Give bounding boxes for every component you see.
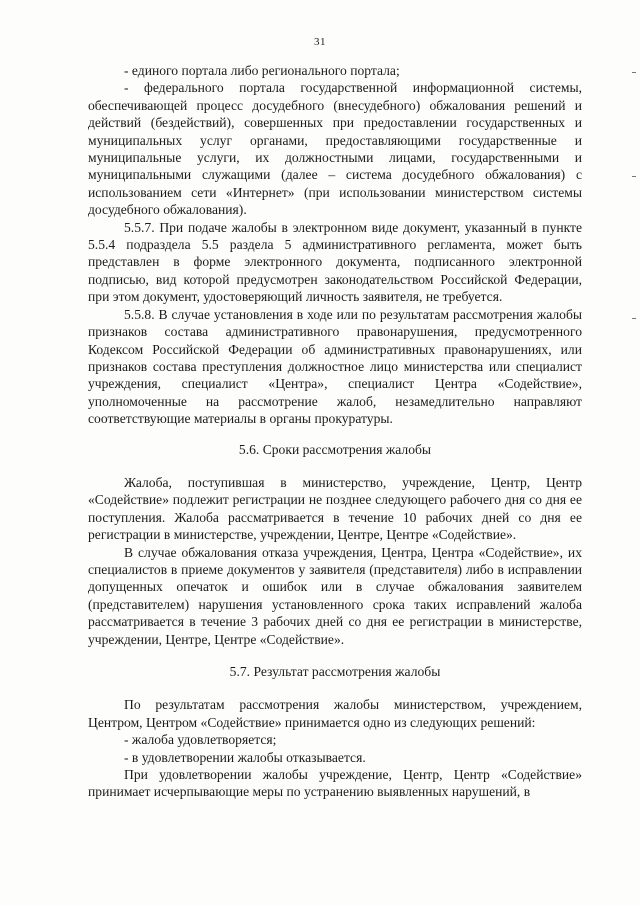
paragraph: По результатам рассмотрения жалобы министерством, учреждением, Центром, Центром «Содействие» принимается одно из следующих решений:	[88, 697, 582, 730]
paragraph: - федерального портала государственной информационной системы, обеспечивающей процесс досудебного (внесудебного) обжалования решений и действий (бездействий), совершенных при предоставлении государственных и муниципальных услуг органами, предоставляющими государственные и муниципальные услуги, их должностными лицами, государственными и муниципальными служащими (далее – система досудебного обжалования) с использованием сети «Интернет» (при использовании министерством системы досудебного обжалования).	[88, 80, 582, 218]
section-heading: 5.7. Результат рассмотрения жалобы	[229, 664, 441, 679]
paragraph: - единого портала либо регионального портала;	[124, 63, 400, 78]
paragraph: 5.5.8. В случае установления в ходе или по результатам рассмотрения жалобы признаков состава административного правонарушения, предусмотренного Кодексом Российской Федерации об административных правонарушениях, или признаков состава преступления должностное лицо министерства или специалист учреждения, специалист «Центра», специалист Центра «Содействие», уполномоченные на рассмотрение жалоб, незамедлительно направляют соответствующие материалы в органы прокуратуры.	[88, 306, 582, 427]
paragraph: В случае обжалования отказа учреждения, Центра, Центра «Содействие», их специалистов в приеме документов у заявителя (представителя) либо в исправлении допущенных опечаток и ошибок или в случае обжалования заявителем (представителем) нарушения установленного срока таких исправлений жалоба рассматривается в течение 3 рабочих дней со дня ее регистрации в министерстве, учреждении, Центре, Центре «Содействие».	[88, 544, 582, 647]
paragraph: - жалоба удовлетворяется;	[124, 732, 277, 748]
paragraph: - в удовлетворении жалобы отказывается.	[124, 749, 366, 765]
section-heading: 5.6. Сроки рассмотрения жалобы	[238, 441, 432, 457]
paragraph: Жалоба, поступившая в министерство, учреждение, Центр, Центр «Содействие» подлежит регистрации не позднее следующего рабочего дня со дня ее поступления. Жалоба рассматривается в течение 10 рабочих дней со дня ее регистрации в министерстве, учреждении, Центре, Центре «Содействие».	[88, 474, 582, 543]
document-body	[88, 62, 582, 801]
paragraph: 5.5.7. При подаче жалобы в электронном виде документ, указанный в пункте 5.5.4 подраздела 5.5 раздела 5 административного регламента, может быть представлен в форме электронного документа, подписанного электронной подписью, вид которой предусмотрен законодательством Российской Федерации, при этом документ, удостоверяющий личность заявителя, не требуется.	[88, 219, 582, 305]
page-number: 31	[314, 36, 326, 48]
scan-edge-mark	[632, 176, 636, 177]
paragraph: При удовлетворении жалобы учреждение, Центр, Центр «Содействие» принимает исчерпывающие меры по устранению выявленных нарушений, в	[88, 767, 582, 800]
scan-edge-mark	[632, 72, 636, 73]
scan-edge-mark	[632, 318, 636, 319]
